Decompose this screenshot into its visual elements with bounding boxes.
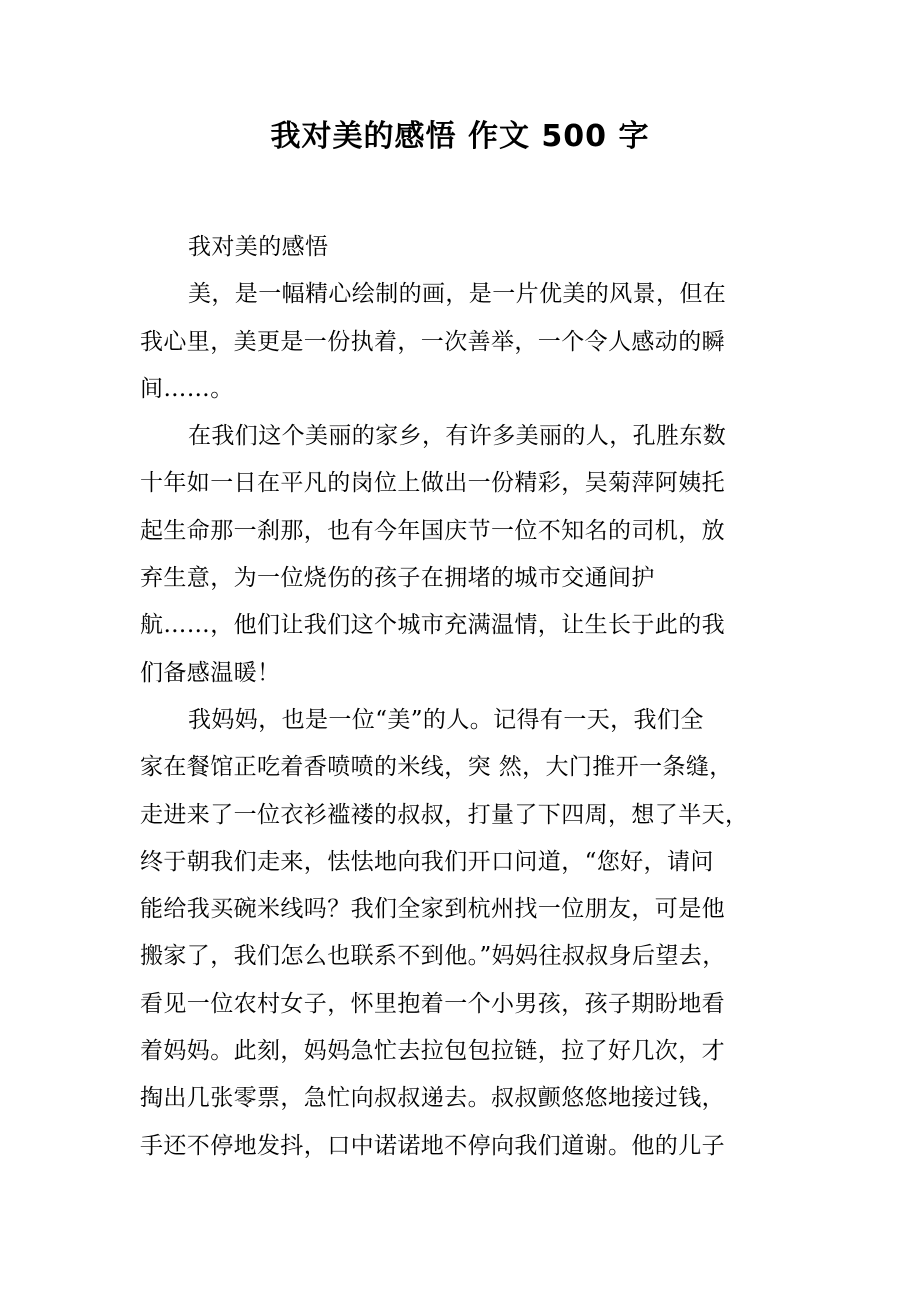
document-title: 我对美的感悟 作文 500 字 <box>270 119 650 154</box>
paragraph-line: 终于朝我们走来，怯怯地向我们开口问道，“您好，请问 <box>140 848 714 875</box>
paragraph-line: 弃生意，为一位烧伤的孩子在拥堵的城市交通间护 <box>140 565 655 592</box>
paragraph-line: 走进来了一位衣衫褴褛的叔叔，打量了下四周，想了半天， <box>140 801 749 828</box>
paragraph-line: 航……，他们让我们这个城市充满温情，让生长于此的我 <box>140 612 725 639</box>
paragraph-line: 能给我买碗米线吗？我们全家到杭州找一位朋友，可是他 <box>140 896 725 923</box>
paragraph-line: 起生命那一刹那，也有今年国庆节一位不知名的司机，放 <box>140 517 725 544</box>
paragraph-line: 手还不停地发抖，口中诺诺地不停向我们道谢。他的儿子 <box>140 1132 725 1159</box>
paragraph-line: 掏出几张零票，急忙向叔叔递去。叔叔颤悠悠地接过钱， <box>140 1085 725 1112</box>
paragraph-line: 着妈妈。此刻，妈妈急忙去拉包包拉链，拉了好几次，才 <box>140 1038 725 1065</box>
document-body <box>140 224 770 1170</box>
paragraph-line: 在我们这个美丽的家乡，有许多美丽的人，孔胜东数 <box>188 423 727 450</box>
paragraph-line: 美，是一幅精心绘制的画，是一片优美的风景，但在 <box>188 281 727 308</box>
paragraph-line: 们备感温暖！ <box>140 659 281 686</box>
paragraph-line: 搬家了，我们怎么也联系不到他。”妈妈往叔叔身后望去， <box>140 943 726 970</box>
paragraph-line: 看见一位农村女子，怀里抱着一个小男孩，孩子期盼地看 <box>140 990 725 1017</box>
paragraph-line: 家在餐馆正吃着香喷喷的米线，突 然，大门推开一条缝， <box>140 754 733 781</box>
subtitle-line: 我对美的感悟 <box>188 234 329 260</box>
paragraph-line: 十年如一日在平凡的岗位上做出一份精彩，吴菊萍阿姨托 <box>140 470 725 497</box>
paragraph-line: 间……。 <box>140 375 234 402</box>
paragraph-line: 我妈妈，也是一位“美”的人。记得有一天，我们全 <box>188 706 704 733</box>
paragraph-line: 我心里，美更是一份执着，一次善举，一个令人感动的瞬 <box>140 328 725 355</box>
